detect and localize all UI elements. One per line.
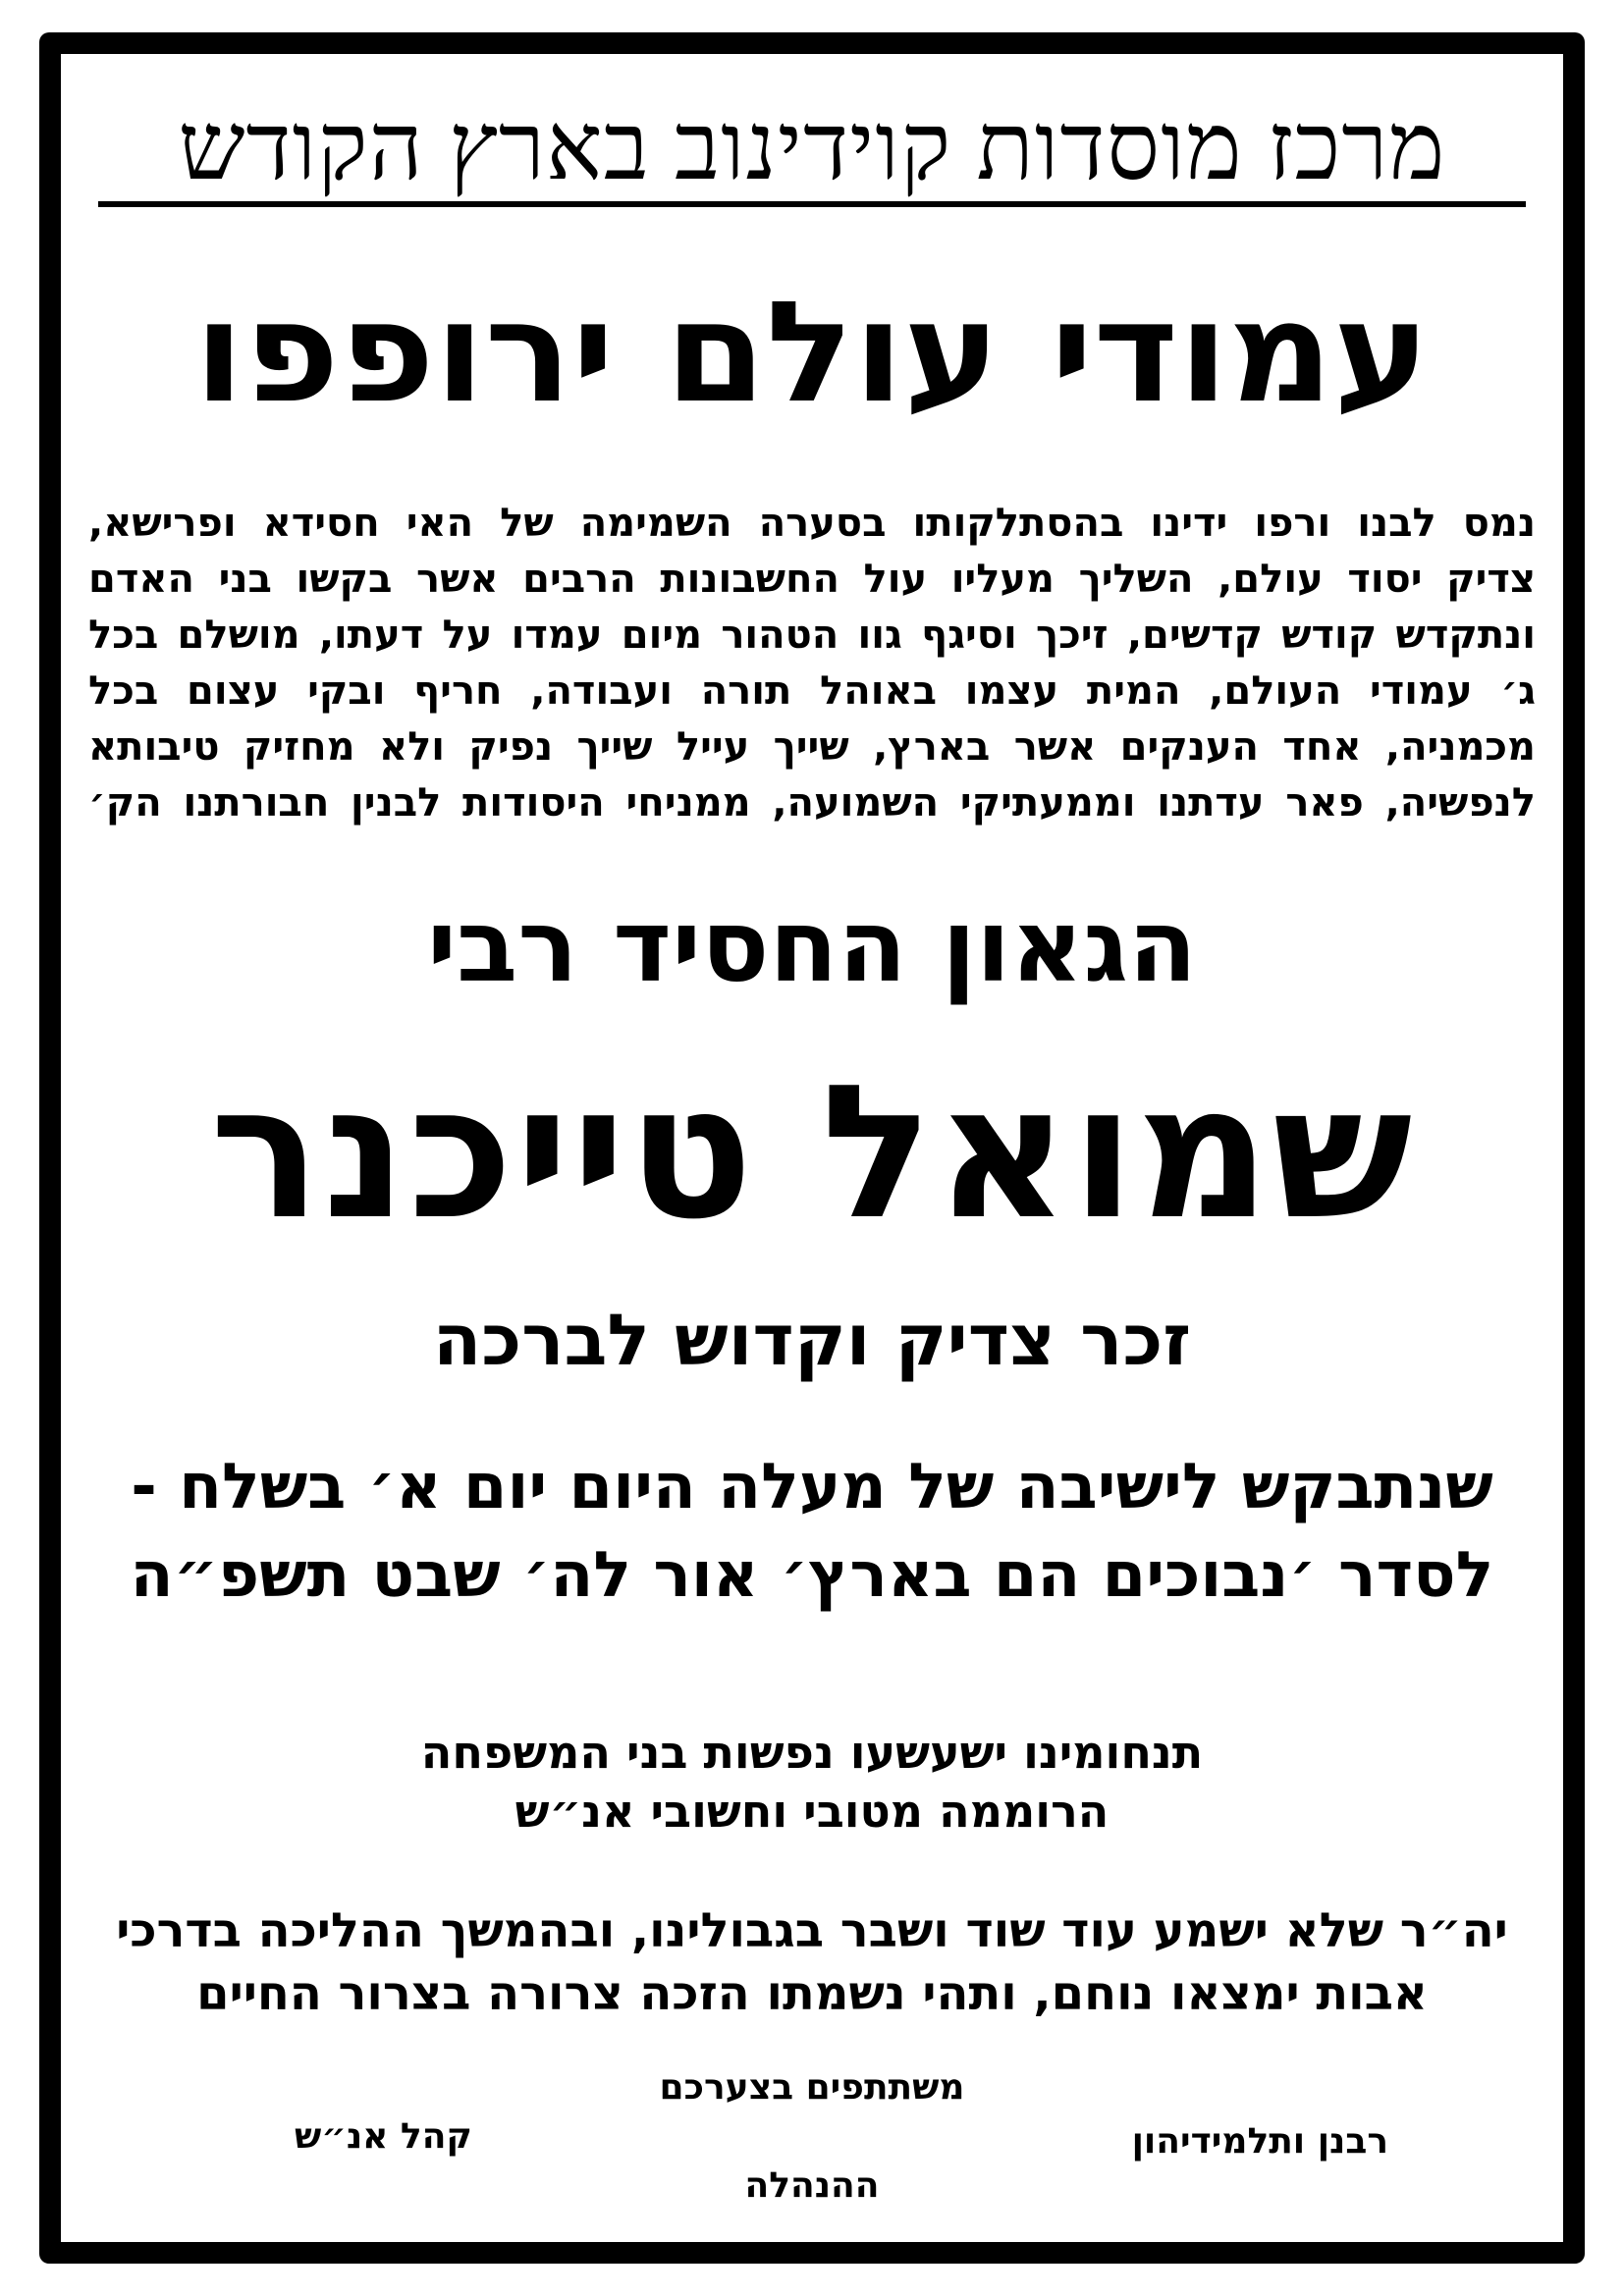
passing-date [88, 1443, 1536, 1620]
memorial-blessing: זכר צדיק וקדוש לברכה [432, 1299, 1192, 1381]
header-underline [98, 201, 1526, 207]
eulogy-line: ונתקדש קודש קדשים, זיכך וסיגף גוו הטהור מיום עמדו על דעתו, מושלם בכל [88, 613, 1536, 658]
eulogy-line: נמס לבנו ורפו ידינו בהסתלקותו בסערה השמימה של האי חסידא ופרישא, [88, 501, 1536, 546]
signoff-sharing: משתתפים בצערכם [659, 2067, 965, 2108]
eulogy-line: מכמניה, אחד הענקים אשר בארץ, שייך עייל שייך נפיק ולא מחזיק טיבותא [88, 724, 1536, 770]
eulogy-line: לנפשיה, פאר עדתנו וממעתיקי השמועה, ממניחי היסודות לבנין חבורתנו הק׳ [88, 780, 1536, 826]
signoff-rabbis-students: רבנן ותלמידיהון [1131, 2121, 1388, 2162]
honorific-title: הגאון החסיד רבי [426, 888, 1198, 1005]
condolence-text [88, 1723, 1536, 1841]
deceased-name: שמואל טייכנר [209, 1045, 1415, 1260]
eulogy-line: ג׳ עמודי העולם, המית עצמו באוהל תורה ועבודה, חריף ובקי עצום בכל [88, 668, 1536, 714]
eulogy-paragraph [88, 496, 1536, 831]
signoff-management: ההנהלה [744, 2165, 880, 2206]
blessing-line: יה״ר שלא ישמע עוד שוד ושבר בגבולינו, ובהמשך ההליכה בדרכי [116, 1903, 1508, 1958]
passing-line: שנתבקש לישיבה של מעלה היום יום א׳ בשלח - [131, 1451, 1493, 1523]
eulogy-line: צדיק יסוד עולם, השליך מעליו עול החשבונות הרבים אשר בקשו בני האדם [88, 557, 1536, 602]
blessing-line: אבות ימצאו נוחם, ותהי נשמתו הזכה צרורה בצרור החיים [196, 1966, 1428, 2021]
institution-header: מרכז מוסדות קוידינוב בארץ הקודש [178, 94, 1446, 199]
main-title: עמודי עולם ירופפו [193, 272, 1431, 434]
signoff-community: קהל אנ״ש [295, 2116, 472, 2157]
condolence-line: תנחומינו ישעשעו נפשות בני המשפחה [420, 1726, 1204, 1779]
closing-blessing [88, 1899, 1536, 2025]
passing-line: לסדר ׳נבוכים הם בארץ׳ אור לה׳ שבט תשפ״ה [130, 1539, 1494, 1612]
condolence-line: הרוממה מטובי וחשובי אנ״ש [514, 1785, 1110, 1838]
